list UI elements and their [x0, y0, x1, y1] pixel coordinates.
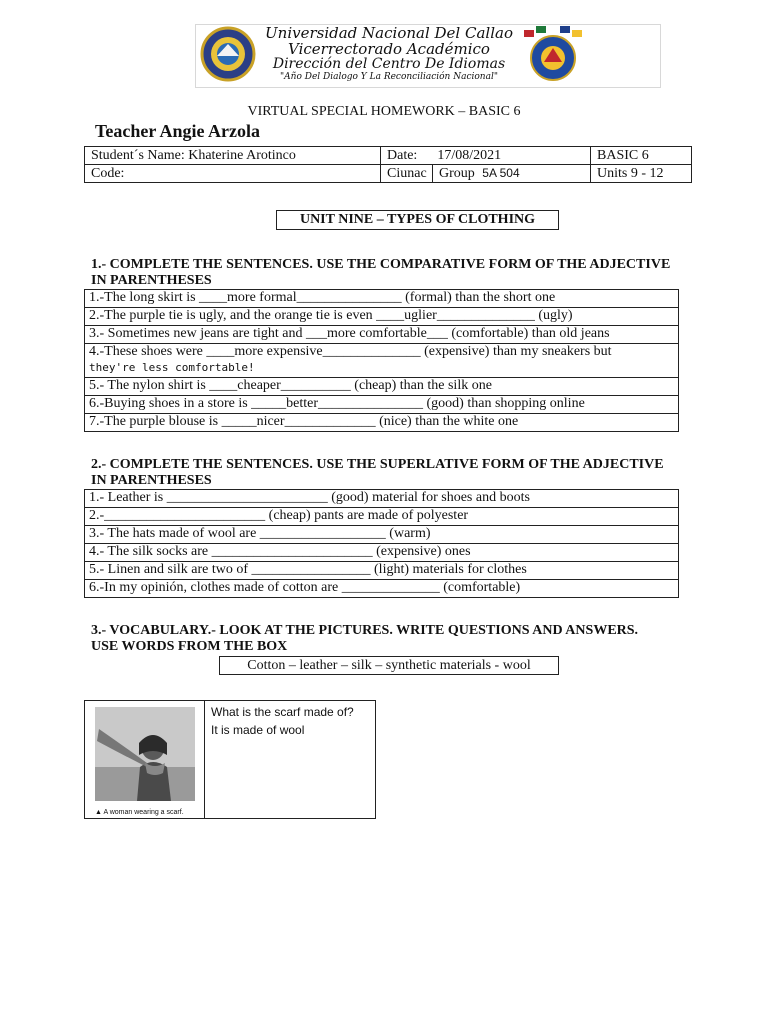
homework-title: VIRTUAL SPECIAL HOMEWORK – BASIC 6	[247, 104, 521, 119]
answer-cell	[205, 701, 376, 819]
sentence-row	[85, 344, 679, 378]
group-cell	[381, 165, 591, 183]
sentence-row: 6.-In my opinión, clothes made of cotton are ______________ (comfortable)	[85, 580, 679, 598]
sentence-row: 5.- The nylon shirt is ____cheaper__________ (cheap) than the silk one	[85, 378, 679, 396]
section3-heading: 3.- VOCABULARY.- LOOK AT THE PICTURES. WRITE QUESTIONS AND ANSWERS. USE WORDS FROM THE BOX	[91, 623, 639, 654]
sentence-row: 4.- The silk socks are _______________________ (expensive) ones	[85, 544, 679, 562]
question-text: What is the scarf made of?	[211, 705, 354, 719]
university-seal-icon	[199, 26, 257, 82]
section2-heading: 2.- COMPLETE THE SENTENCES. USE THE SUPERLATIVE FORM OF THE ADJECTIVE IN PARENTHESES	[91, 457, 664, 488]
sentence-row: 1.-The long skirt is ____more formal_______________ (formal) than the short one	[85, 290, 679, 308]
sentence-row: 1.- Leather is _______________________ (good) material for shoes and boots	[85, 490, 679, 508]
picture-caption: ▲ A woman wearing a scarf.	[95, 809, 184, 816]
answer-text: It is made of wool	[211, 723, 305, 737]
picture-cell	[85, 701, 205, 819]
ciunac-logo-icon	[522, 24, 584, 84]
sentence-row: 3.- Sometimes new jeans are tight and ___more comfortable___ (comfortable) than old jeans	[85, 326, 679, 344]
vice-rectorate: Vicerrectorado Académico	[288, 40, 490, 58]
sentence-row: 7.-The purple blouse is _____nicer_____________ (nice) than the white one	[85, 414, 679, 432]
sentence-row: 5.- Linen and silk are two of _________________ (light) materials for clothes	[85, 562, 679, 580]
handwritten-answer: they're less comfortable!	[89, 361, 255, 374]
sentence-row: 2.-_______________________ (cheap) pants are made of polyester	[85, 508, 679, 526]
woman-scarf-photo	[95, 707, 195, 801]
unit-title: UNIT NINE – TYPES OF CLOTHING	[276, 210, 559, 230]
picture-table	[84, 700, 376, 819]
date-label: Date:	[387, 148, 418, 163]
sentence-row: 2.-The purple tie is ugly, and the orange tie is even ____uglier______________ (ugly)	[85, 308, 679, 326]
units-cell: Units 9 - 12	[591, 165, 692, 183]
student-name-cell: Student´s Name: Khaterine Arotinco	[85, 147, 381, 165]
level-cell: BASIC 6	[591, 147, 692, 165]
sentence-text: 4.-These shoes were ____more expensive______________ (expensive) than my sneakers but	[89, 344, 612, 359]
language-center: Dirección del Centro De Idiomas	[272, 56, 506, 72]
place-label: Ciunac	[381, 165, 433, 182]
code-cell: Code:	[85, 165, 381, 183]
group-label: Group	[439, 166, 475, 181]
university-name: Universidad Nacional Del Callao	[265, 24, 513, 42]
teacher-name: Teacher Angie Arzola	[95, 121, 260, 141]
section1-heading: 1.- COMPLETE THE SENTENCES. USE THE COMPARATIVE FORM OF THE ADJECTIVE IN PARENTHESES	[91, 257, 671, 288]
year-motto: "Año Del Dialogo Y La Reconciliación Nacional"	[280, 72, 498, 82]
student-info-table	[84, 146, 692, 183]
date-value: 17/08/2021	[437, 148, 502, 163]
superlative-table	[84, 489, 679, 598]
sentence-row: 3.- The hats made of wool are __________________ (warm)	[85, 526, 679, 544]
group-value: 5A 504	[482, 166, 520, 180]
date-cell	[381, 147, 591, 165]
comparative-table	[84, 289, 679, 432]
sentence-row: 6.-Buying shoes in a store is _____better_______________ (good) than shopping online	[85, 396, 679, 414]
word-box: Cotton – leather – silk – synthetic materials - wool	[219, 656, 559, 675]
